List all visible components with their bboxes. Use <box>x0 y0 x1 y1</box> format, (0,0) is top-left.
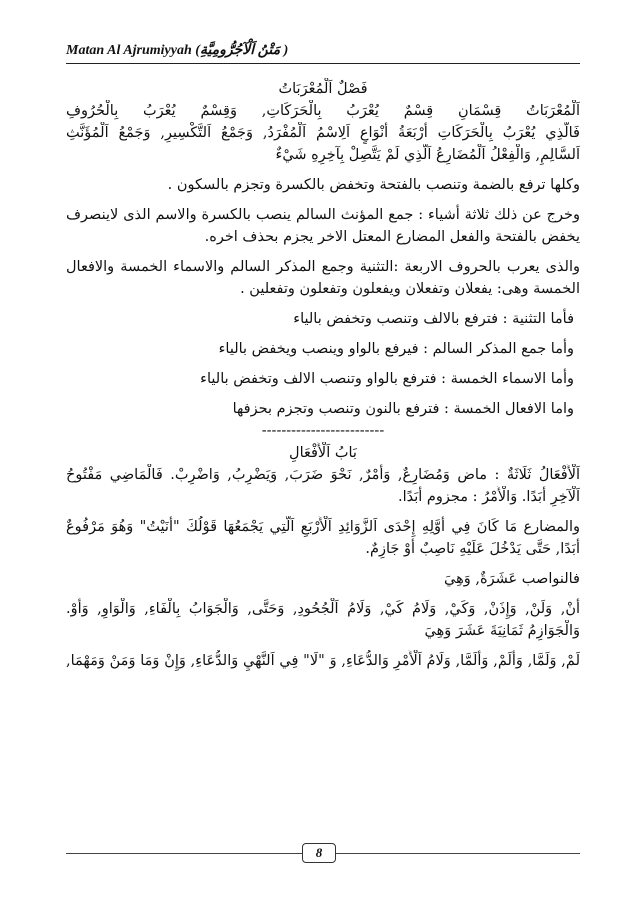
text-line: وَالْجَوَازِمُ ثَمَانِيَةَ عَشَرَ وَهِيَ <box>424 623 580 639</box>
text-line: اَلْآخِرِ أَبَدًا. وَالْأَمْرُ : مجزوم أَبَدًا. <box>398 489 580 505</box>
text-line: أَنْ, وَلَنْ, وَإِذَنْ, وَكَيْ, وَلَامُ كَيْ, وَلَامُ اَلْجُحُودِ, وَحَتَّى, وَالْجَوَابُ بِالْفَاءِ, وَالْوَاوِ, وَأَوْ. <box>66 601 580 617</box>
text-line: الخمسة وهى: يفعلان وتفعلان ويفعلون وتفعلون وتفعلين . <box>240 281 580 297</box>
text-line: فأما التثنية : فترفع بالالف وتنصب وتخفض بالياء <box>293 311 574 327</box>
text-line: لَمْ, وَلَمَّا, وَأَلَمْ, وَأَلَمَّا, وَلَامُ اَلْأَمْرِ وَالدُّعَاءِ, وَ "لَا" فِي اَلنَّهْيِ وَالدُّعَاءِ, وَإِنْ وَمَا وَمَنْ وَمَهْمَا, <box>66 653 580 669</box>
text-line: وأما جمع المذكر السالم : فيرفع بالواو وينصب ويخفض بالياء <box>218 341 574 357</box>
separator-line: ------------------------- <box>261 423 385 439</box>
text-line: فَالَّذِي يُعْرَبُ بِالْحَرَكَاتِ أَرْبَعَةُ أَنْوَاعٍ اَلِاسْمُ اَلْمُفْرَدُ, وَجَمْعُ اَلتَّكْسِيرِ, وَجَمْعُ اَلْمُؤَنَّثِ <box>66 125 580 141</box>
text-line: أَبَدًا, حَتَّى يَدْخُلَ عَلَيْهِ نَاصِبٌ أَوْ جَازِمٌ. <box>365 541 580 557</box>
text-line: يخفض بالفتحة والفعل المضارع المعتل الاخر يجزم بحذف اخره. <box>204 229 580 245</box>
text-line: والمضارع مَا كَانَ فِي أَوَّلِهِ إِحْدَى اَلزَّوَائِدِ اَلْأَرْبَعِ اَلَّتِي يَجْمَعُهَا قَوْلُكَ "أَنَيْتُ" وَهُوَ مَرْفُوعٌ <box>66 519 580 535</box>
text-line: واما الافعال الخمسة : فترفع بالنون وتنصب وتجزم بحزفها <box>232 401 574 417</box>
text-line: والذى يعرب بالحروف الاربعة :التثنية وجمع المذكر السالم والاسماء الخمسة والافعال <box>66 259 580 275</box>
section-title: بَابُ اَلْأَفْعَالِ <box>289 445 357 461</box>
text-line: وكلها ترفع بالضمة وتنصب بالفتحة وتخفض بالكسرة وتجزم بالسكون . <box>167 177 580 193</box>
header-title: Matan Al Ajrumiyyah (مَتْنُ اَلْآجُرُّومِيَّةِ ) <box>66 43 289 58</box>
page-body <box>66 78 580 672</box>
section-title: فَصْلٌ اَلْمُعْرَبَاتُ <box>278 81 368 97</box>
text-line: فالنواصب عَشَرَةٌ, وَهِيَ <box>444 571 580 587</box>
running-header <box>66 40 580 64</box>
text-line: وأما الاسماء الخمسة : فترفع بالواو وتنصب الالف وتخفض بالياء <box>200 371 574 387</box>
text-line: اَلسَّالِمِ, وَالْفِعْلُ اَلْمُضَارِعُ اَلَّذِي لَمْ يَتَّصِلْ بِآخِرِهِ شَيْءٌ <box>275 147 580 163</box>
text-line: اَلْأَفْعَالُ ثَلَاثَةٌ : ماض وَمُضَارِعٌ, وَأَمْرٌ, نَحْوَ ضَرَبَ, وَيَضْرِبُ, وَاضْرِبْ. فَالْمَاضِي مَفْتُوحُ <box>66 467 580 483</box>
text-line: اَلْمُعْرَبَاتُ قِسْمَانِ قِسْمٌ يُعْرَبُ بِالْحَرَكَاتِ, وَقِسْمٌ يُعْرَبُ بِالْحُرُوفِ <box>66 103 580 119</box>
text-line: وخرج عن ذلك ثلاثة أشياء : جمع المؤنث السالم ينصب بالكسرة والاسم الذى لاينصرف <box>66 207 580 223</box>
page-number: 8 <box>302 843 336 863</box>
